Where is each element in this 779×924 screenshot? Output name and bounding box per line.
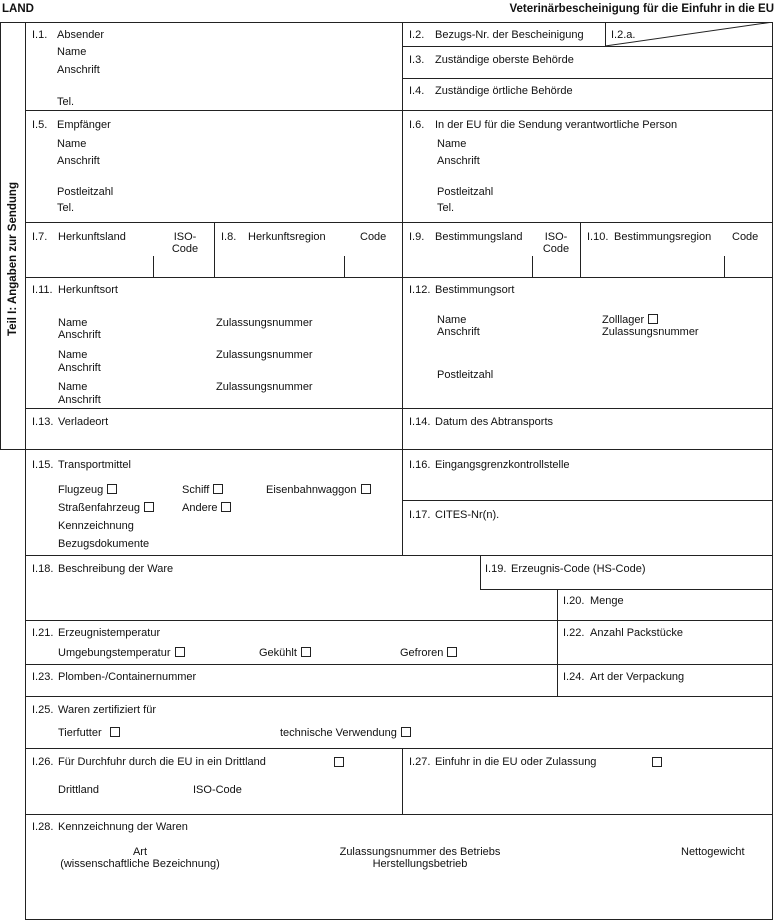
divider xyxy=(402,277,403,449)
diagonal-strike-line xyxy=(605,22,773,46)
plane-checkbox[interactable] xyxy=(107,484,117,494)
i1-label: Absender xyxy=(57,29,105,41)
transport-option-ship[interactable]: Schiff xyxy=(182,484,223,497)
divider xyxy=(25,620,773,621)
divider xyxy=(0,449,773,450)
other-checkbox[interactable] xyxy=(221,502,231,512)
divider xyxy=(25,664,773,665)
customs-warehouse-option[interactable]: Zolllager xyxy=(602,314,658,327)
column-species: Art xyxy=(132,846,148,858)
divider xyxy=(402,748,403,814)
part-one-side-band xyxy=(0,22,25,450)
ambient-checkbox[interactable] xyxy=(175,647,185,657)
divider xyxy=(402,500,773,501)
divider xyxy=(580,222,581,277)
certified-option-feed[interactable]: Tierfutter xyxy=(58,727,120,740)
feed-checkbox[interactable] xyxy=(110,727,120,737)
column-net-weight: Nettogewicht xyxy=(681,846,745,858)
temperature-option-chilled[interactable]: Gekühlt xyxy=(259,647,311,660)
import-checkbox[interactable] xyxy=(652,757,662,767)
divider xyxy=(557,589,558,696)
road-checkbox[interactable] xyxy=(144,502,154,512)
country-heading: LAND xyxy=(2,3,34,15)
customs-warehouse-checkbox[interactable] xyxy=(648,314,658,324)
divider xyxy=(25,110,773,111)
divider xyxy=(214,222,215,277)
technical-use-checkbox[interactable] xyxy=(401,727,411,737)
divider xyxy=(25,696,773,697)
divider xyxy=(25,222,773,223)
divider xyxy=(25,748,773,749)
temperature-option-ambient[interactable]: Umgebungstemperatur xyxy=(58,647,185,660)
transport-option-other[interactable]: Andere xyxy=(182,502,231,515)
divider xyxy=(25,814,773,815)
chilled-checkbox[interactable] xyxy=(301,647,311,657)
transport-option-road[interactable]: Straßenfahrzeug xyxy=(58,502,154,515)
part-one-label: Teil I: Angaben zur Sendung xyxy=(7,182,19,336)
divider xyxy=(402,22,403,277)
certificate-title: Veterinärbescheinigung für die Einfuhr in die EU xyxy=(509,3,774,15)
divider xyxy=(402,78,773,79)
rail-checkbox[interactable] xyxy=(361,484,371,494)
divider xyxy=(402,46,773,47)
ship-checkbox[interactable] xyxy=(213,484,223,494)
divider xyxy=(480,555,481,589)
transport-option-rail[interactable]: Eisenbahnwaggon xyxy=(266,484,371,497)
form-frame xyxy=(25,22,773,920)
divider xyxy=(25,555,773,556)
certified-option-technical[interactable]: technische Verwendung xyxy=(280,727,411,740)
transport-option-plane[interactable]: Flugzeug xyxy=(58,484,117,497)
divider xyxy=(25,277,773,278)
divider xyxy=(25,408,773,409)
column-approval-number: Zulassungsnummer des Betriebs xyxy=(339,846,501,858)
transit-checkbox[interactable] xyxy=(334,757,344,767)
frozen-checkbox[interactable] xyxy=(447,647,457,657)
temperature-option-frozen[interactable]: Gefroren xyxy=(400,647,457,660)
divider xyxy=(480,589,773,590)
divider xyxy=(402,449,403,555)
